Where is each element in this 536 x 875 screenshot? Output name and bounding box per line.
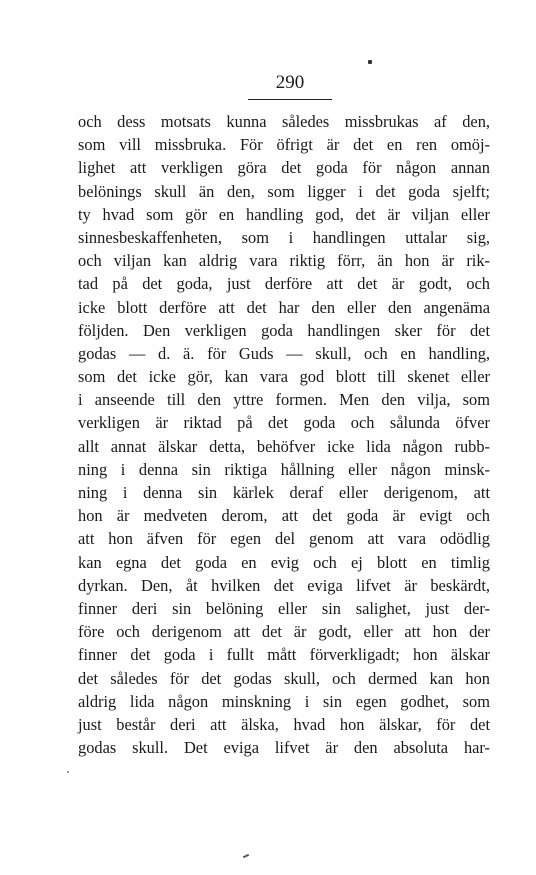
text-line: följden. Den verkligen goda handlingen sker för det <box>78 320 490 340</box>
text-line: verkligen är riktad på det goda och sålunda öfver <box>78 413 490 433</box>
ink-speck <box>67 771 69 773</box>
text-line: godas skull. Det eviga lifvet är den absoluta har- <box>78 738 490 758</box>
text-line: före och derigenom att det är godt, eller att hon der <box>78 622 490 642</box>
text-line: hon är medveten derom, att det goda är evigt och <box>78 506 490 526</box>
ink-speck <box>368 60 372 64</box>
text-line: ning i denna sin kärlek deraf eller derigenom, att <box>78 483 490 502</box>
text-line: belönings skull än den, som ligger i det goda sjelft; <box>78 181 490 201</box>
page-number-rule <box>248 99 332 100</box>
body-text <box>78 110 490 759</box>
text-line: godas — d. ä. för Guds — skull, och en handling, <box>78 343 490 363</box>
text-line: sinnesbeskaffenheten, som i handlingen uttalar sig, <box>78 227 490 247</box>
text-line: och dess motsats kunna således missbrukas af den, <box>78 112 490 131</box>
text-line: ning i denna sin riktiga hållning eller någon minsk- <box>78 459 490 479</box>
text-line: icke blott derföre att det har den eller den angenäma <box>78 297 490 317</box>
text-line: lighet att verkligen göra det goda för någon annan <box>78 158 490 178</box>
text-line: som det icke gör, kan vara god blott till skenet eller <box>78 367 490 387</box>
text-line: allt annat älskar detta, behöfver icke lida någon rubb- <box>78 436 490 456</box>
text-line: aldrig lida någon minskning i sin egen godhet, som <box>78 691 490 711</box>
text-line: ty hvad som gör en handling god, det är viljan eller <box>78 204 490 224</box>
text-line: finner det goda i fullt mått förverkligadt; hon älskar <box>78 645 490 665</box>
text-line: dyrkan. Den, åt hvilken det eviga lifvet är beskärdt, <box>78 575 490 595</box>
text-line: tad på det goda, just derföre att det är godt, och <box>78 274 490 294</box>
text-line: och viljan kan aldrig vara riktig förr, än hon är rik- <box>78 251 490 271</box>
page-number: 290 <box>275 72 305 93</box>
text-line: att hon äfven för egen del genom att vara odödlig <box>78 529 490 549</box>
text-line: som vill missbruka. För öfrigt är det en ren omöj- <box>78 135 490 155</box>
text-line: kan egna det goda en evig och ej blott en timlig <box>78 552 490 572</box>
text-line: just består deri att älska, hvad hon älskar, för det <box>78 714 490 734</box>
ink-speck <box>243 854 249 858</box>
text-line: det således för det godas skull, och dermed kan hon <box>78 668 490 688</box>
text-line: finner deri sin belöning eller sin salighet, just der- <box>78 598 490 618</box>
text-line: i anseende till den yttre formen. Men den vilja, som <box>78 390 490 410</box>
